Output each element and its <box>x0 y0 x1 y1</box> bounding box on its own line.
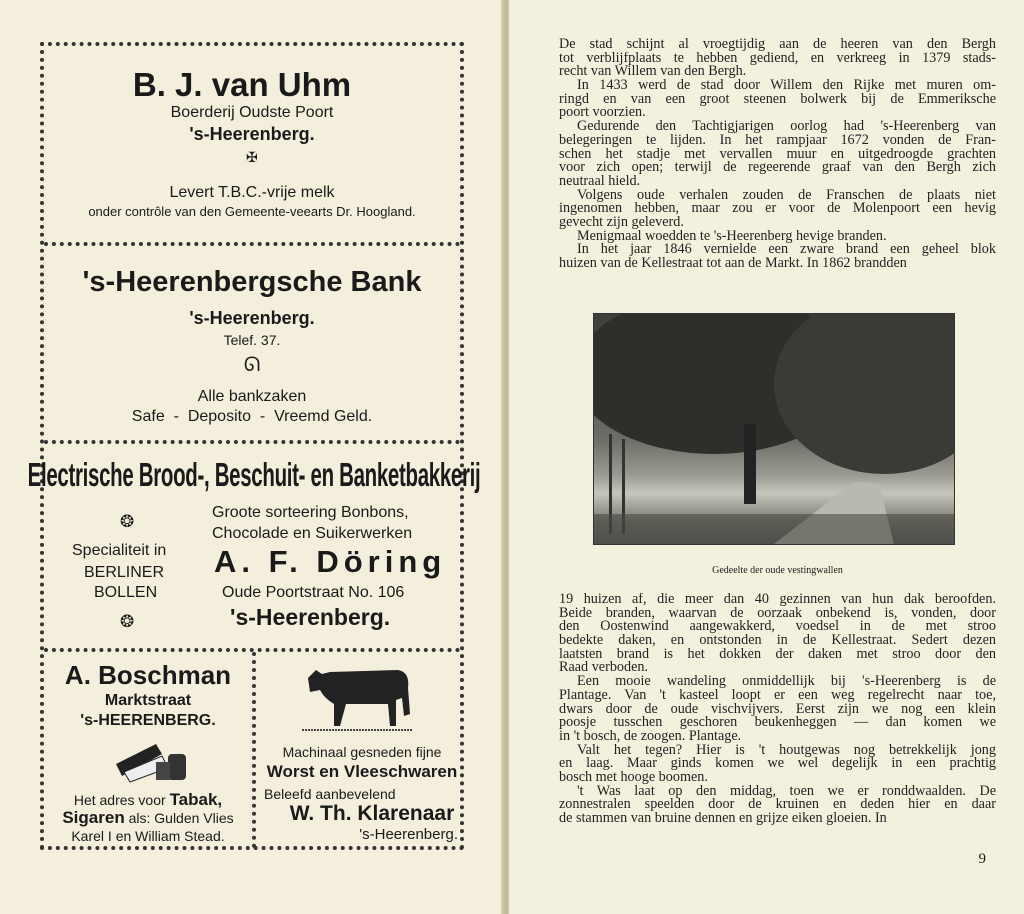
text-line: poort voorzien. <box>559 106 646 121</box>
text-line: 't Was laat op den middag, toen we er ronddwaalden. De <box>577 784 996 799</box>
text-line: den Oostenwind aangewakkerd, voedsel in de met stroo <box>559 620 996 635</box>
ad-title: 's-Heerenbergsche Bank <box>82 266 422 298</box>
left-page <box>0 0 503 914</box>
text-line: ringd en van een groot steenen bolwerk bij de Emmeriksche <box>559 92 996 107</box>
text-line: Beide branden, waarvan de oorzaak onbekend is, vonden, door <box>559 606 996 621</box>
text-line: zonnestralen speelden door de kruinen en deden hier en daar <box>559 798 996 812</box>
ad-text: Oude Poortstraat No. 106 <box>222 584 405 601</box>
text-line: In het jaar 1846 vernielde een zware brand een geheel blok <box>577 243 996 257</box>
ad-text: Machinaal gesneden fijne <box>282 744 442 760</box>
right-page <box>509 0 1024 914</box>
ad-text: Karel I en William Stead. <box>71 828 225 844</box>
text-line: Volgens oude verhalen zouden de Franschen de plaats niet <box>577 188 996 203</box>
text-line: en laag. Maar ginds komen we wel degelijk in een prachtig <box>559 757 996 771</box>
ad-van-uhm <box>44 46 460 243</box>
text-line: de stammen van bruine dennen en grijze eiken gloeien. In <box>559 812 887 826</box>
ad-title: W. Th. Klarenaar <box>289 802 455 825</box>
ad-text: 's-Heerenberg. <box>359 826 458 843</box>
text-line: dwars door de oude vischvijvers. Eerst zijn we nog een klein <box>559 702 996 717</box>
ad-text: Het adres voor Tabak, <box>73 790 223 809</box>
text-line: 19 huizen af, die meer dan 40 gezinnen van hun dak beroofden. <box>559 593 996 607</box>
ad-text: Worst en Vleeschwaren <box>266 762 458 781</box>
ad-title: A. F. Döring <box>214 544 447 579</box>
ad-text: Marktstraat <box>104 692 192 709</box>
ad-text: Specialiteit in <box>72 542 167 559</box>
ad-text: Alle bankzaken <box>197 388 307 405</box>
text-line: Plantage. Van 't kasteel loopt er een weg regelrecht naar toe, <box>559 688 996 703</box>
ad-text: BOLLEN <box>94 584 158 601</box>
ad-klarenaar <box>260 652 464 848</box>
text-line: Gedurende den Tachtigjarigen oorlog had 's-Heerenberg van <box>577 120 996 134</box>
text-line: bedekte daken, en ontstonden in de Kellestraat. Sedert dezen <box>559 634 996 648</box>
text-line: neutraal hield. <box>559 174 641 189</box>
ad-text: 's-HEERENBERG. <box>80 712 216 729</box>
text-line: huizen van de Kellestraat tot aan de Markt. In 1862 brandden <box>559 257 907 271</box>
ad-text: 's-Heerenberg. <box>189 308 315 328</box>
ad-text: Boerderij Oudste Poort <box>170 104 334 121</box>
ad-text: Safe - Deposito - Vreemd Geld. <box>131 408 373 425</box>
text-line: laatsten brand is het dokken der daken met stroo door den <box>559 647 996 662</box>
ad-title: A. Boschman <box>64 660 232 690</box>
photo-caption: Gedeelte der oude vestingwallen <box>712 565 843 576</box>
text-line: Raad verboden. <box>559 661 649 676</box>
page-number: 9 <box>978 851 986 867</box>
photo-old-fortification-walls <box>593 313 955 545</box>
text-line: Een mooie wandeling onmiddellijk bij 's-Heerenberg is de <box>577 675 996 689</box>
ad-text: Levert T.B.C.-vrije melk <box>169 184 335 201</box>
ad-text: Chocolade en Suikerwerken <box>212 525 413 542</box>
ad-text: onder contrôle van den Gemeente-veearts Dr. Hoogland. <box>88 204 416 219</box>
ad-bakery <box>27 444 481 648</box>
ad-title: B. J. van Uhm <box>132 66 352 103</box>
text-line: voor zich open; terwijl de regeerende graaf van den Bergh zich <box>559 161 996 175</box>
ad-headline: Electrische Brood-, Beschuit- en Banketbakkerij <box>27 456 481 493</box>
text-line: De stad schijnt al vroegtijdig aan de heeren van den Bergh <box>559 38 996 52</box>
ornament-icon: ✠ <box>246 150 258 166</box>
text-line: tot verblijfplaats te hebben gediend, en verkreeg in 1379 stads- <box>559 51 996 66</box>
ornament-icon: ❂ <box>120 612 135 632</box>
text-line: Menigmaal woedden te 's-Heerenberg hevige branden. <box>577 229 887 244</box>
ad-boschman <box>44 652 256 848</box>
ad-text: Groote sorteering Bonbons, <box>212 504 409 521</box>
text-line: schen het stadje met vervallen muur en uitgedroogde grachten <box>559 147 996 162</box>
ad-text: BERLINER <box>84 564 165 581</box>
cigar-box-illustration <box>112 738 192 784</box>
advertisement-panel <box>27 42 481 850</box>
text-line: in 't bosch, de zoogen. Plantage. <box>559 729 742 744</box>
text-line: ingenomen hebben, maar zou er voor de Molenpoort een hevig <box>559 202 996 216</box>
text-line: recht van Willem van den Bergh. <box>559 65 747 80</box>
ad-text: 's-Heerenberg. <box>189 124 315 144</box>
ad-text: 's-Heerenberg. <box>230 604 391 630</box>
ad-text: Beleefd aanbevelend <box>264 786 396 802</box>
ad-text: Telef. 37. <box>223 332 281 348</box>
ad-text: Sigaren als: Gulden Vlies <box>62 808 234 827</box>
ornament-icon: ❂ <box>120 512 135 532</box>
body-text-top <box>559 38 996 271</box>
text-line: In 1433 werd de stad door Willem den Rijke met muren om- <box>577 79 996 93</box>
ornament-icon: ᘏ <box>243 352 261 376</box>
text-line: belegeringen te lijden. In het rampjaar 1672 vonden de Fran- <box>559 133 996 148</box>
tree-avenue-photo <box>594 314 954 544</box>
ad-bank <box>44 246 460 440</box>
text-line: Valt het tegen? Hier is 't houtgewas nog betrekkelijk jong <box>577 743 996 758</box>
text-line: bosch met hooge boomen. <box>559 770 708 785</box>
text-line: gevecht zijn geleverd. <box>559 215 684 230</box>
body-text-bottom <box>559 593 996 826</box>
cow-illustration <box>300 664 416 736</box>
text-line: poosje tusschen geschoren beukenheggen — dan komen we <box>559 716 996 730</box>
